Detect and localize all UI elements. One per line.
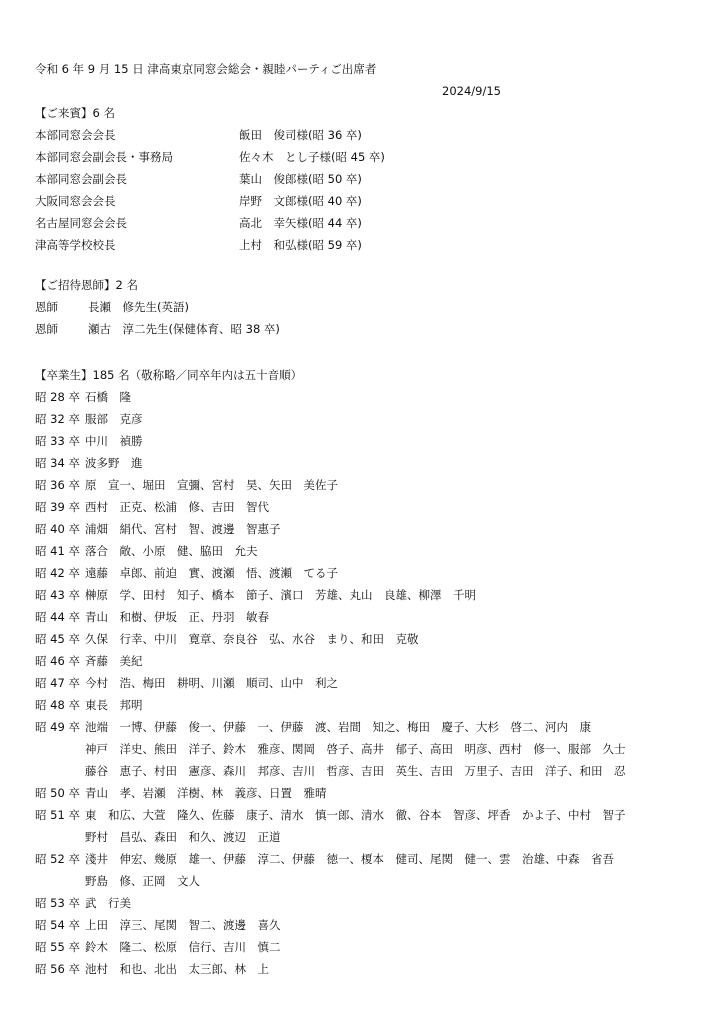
graduate-row bbox=[35, 562, 338, 584]
graduate-names-line: 榊原 学、田村 知子、橋本 節子、濱口 芳雄、丸山 良雄、柳澤 千明 bbox=[85, 588, 476, 602]
guest-name: 佐々木 とし子様(昭 45 卒) bbox=[239, 150, 385, 164]
graduate-year: 昭 32 卒 bbox=[35, 412, 80, 426]
graduate-names bbox=[85, 628, 419, 650]
document-title: 令和 6 年 9 月 15 日 津高東京同窓会総会・親睦パーティご出席者 bbox=[35, 62, 377, 76]
guest-role: 名古屋同窓会会長 bbox=[35, 216, 127, 230]
graduate-names bbox=[85, 782, 327, 804]
guest-role: 津高等学校校長 bbox=[35, 238, 116, 252]
graduate-names-line: 原 宣一、堀田 宣彌、宮村 昊、矢田 美佐子 bbox=[85, 478, 338, 492]
graduate-year: 昭 51 卒 bbox=[35, 808, 80, 822]
graduate-names-line: 上田 淳三、尾関 智二、渡邊 喜久 bbox=[85, 918, 281, 932]
graduate-row bbox=[35, 452, 143, 474]
graduate-names-line: 中川 禎勝 bbox=[85, 434, 143, 448]
graduate-year: 昭 42 卒 bbox=[35, 566, 80, 580]
graduate-names-line: 神戸 洋史、熊田 洋子、鈴木 雅彦、関岡 啓子、高井 郁子、高田 明彦、西村 修一、服部 久士 bbox=[85, 742, 626, 756]
guests-heading: 【ご来賓】6 名 bbox=[35, 106, 115, 120]
graduate-names bbox=[85, 386, 131, 408]
graduate-names-line: 波多野 進 bbox=[85, 456, 143, 470]
graduate-row bbox=[35, 804, 626, 848]
teacher-role: 恩師 bbox=[35, 300, 58, 314]
graduate-names bbox=[85, 892, 131, 914]
graduate-year: 昭 36 卒 bbox=[35, 478, 80, 492]
graduate-row bbox=[35, 496, 269, 518]
graduate-row bbox=[35, 936, 281, 958]
graduate-year: 昭 50 卒 bbox=[35, 786, 80, 800]
graduate-year: 昭 55 卒 bbox=[35, 940, 80, 954]
graduate-year: 昭 44 卒 bbox=[35, 610, 80, 624]
graduate-names bbox=[85, 650, 143, 672]
graduate-names-line: 今村 浩、梅田 耕明、川瀬 順司、山中 利之 bbox=[85, 676, 338, 690]
graduate-year: 昭 45 卒 bbox=[35, 632, 80, 646]
graduate-names bbox=[85, 936, 281, 958]
graduate-names bbox=[85, 958, 269, 980]
teacher-row bbox=[35, 296, 189, 318]
graduate-names-line: 青山 和樹、伊坂 正、丹羽 敏春 bbox=[85, 610, 269, 624]
guest-name: 高北 幸矢様(昭 44 卒) bbox=[239, 216, 362, 230]
guest-role: 本部同窓会副会長・事務局 bbox=[35, 150, 173, 164]
graduate-names bbox=[85, 562, 338, 584]
graduates-heading: 【卒業生】185 名（敬称略／同卒年内は五十音順） bbox=[35, 368, 303, 382]
guest-row bbox=[35, 168, 362, 190]
guest-row bbox=[35, 124, 362, 146]
graduate-year: 昭 41 卒 bbox=[35, 544, 80, 558]
graduate-names-line: 池端 一博、伊藤 俊一、伊藤 一、伊藤 渡、岩間 知之、梅田 慶子、大杉 啓二、河内 康 bbox=[85, 720, 591, 734]
graduate-row bbox=[35, 408, 143, 430]
guest-row bbox=[35, 146, 385, 168]
graduate-row bbox=[35, 386, 131, 408]
graduate-year: 昭 47 卒 bbox=[35, 676, 80, 690]
graduate-names-line: 遠藤 卓郎、前迫 實、渡瀬 悟、渡瀬 てる子 bbox=[85, 566, 338, 580]
graduate-names-line: 武 行美 bbox=[85, 896, 131, 910]
graduate-names-line: 浦畑 絹代、宮村 智、渡邊 智惠子 bbox=[85, 522, 281, 536]
graduate-year: 昭 46 卒 bbox=[35, 654, 80, 668]
graduate-names bbox=[85, 430, 143, 452]
teachers-heading: 【ご招待恩師】2 名 bbox=[35, 278, 138, 292]
graduate-row bbox=[35, 474, 338, 496]
graduate-names-line: 東 和広、大萱 隆久、佐藤 康子、清水 慎一郎、清水 徹、谷本 智彦、坪香 かよ子、中村 智子 bbox=[85, 808, 626, 822]
graduate-names-line: 東長 邦明 bbox=[85, 698, 143, 712]
graduate-names-line: 池村 和也、北出 太三郎、林 上 bbox=[85, 962, 269, 976]
graduate-names-line: 鈴木 隆二、松原 信行、吉川 慎二 bbox=[85, 940, 281, 954]
graduate-row bbox=[35, 540, 258, 562]
graduate-row bbox=[35, 628, 419, 650]
guest-row bbox=[35, 212, 362, 234]
teacher-name: 長瀬 修先生(英語) bbox=[88, 300, 189, 314]
teacher-role: 恩師 bbox=[35, 322, 58, 336]
graduate-year: 昭 48 卒 bbox=[35, 698, 80, 712]
guest-role: 大阪同窓会会長 bbox=[35, 194, 116, 208]
graduate-names bbox=[85, 716, 626, 782]
graduate-row bbox=[35, 848, 614, 892]
graduate-row bbox=[35, 650, 143, 672]
graduate-names-line: 石橋 隆 bbox=[85, 390, 131, 404]
guest-name: 飯田 俊司様(昭 36 卒) bbox=[239, 128, 362, 142]
graduate-year: 昭 56 卒 bbox=[35, 962, 80, 976]
graduate-names bbox=[85, 518, 281, 540]
graduate-year: 昭 40 卒 bbox=[35, 522, 80, 536]
graduate-year: 昭 52 卒 bbox=[35, 852, 80, 866]
graduate-row bbox=[35, 606, 269, 628]
graduate-row bbox=[35, 716, 626, 782]
graduate-row bbox=[35, 892, 131, 914]
graduate-row bbox=[35, 672, 338, 694]
graduate-year: 昭 54 卒 bbox=[35, 918, 80, 932]
graduate-names bbox=[85, 848, 614, 892]
guest-name: 葉山 俊郎様(昭 50 卒) bbox=[239, 172, 362, 186]
graduate-names-line: 青山 孝、岩瀬 洋樹、林 義彦、日置 雅晴 bbox=[85, 786, 327, 800]
graduate-row bbox=[35, 694, 143, 716]
graduate-names bbox=[85, 496, 269, 518]
graduate-names-line: 野村 昌弘、森田 和久、渡辺 正道 bbox=[85, 830, 281, 844]
graduate-year: 昭 34 卒 bbox=[35, 456, 80, 470]
teacher-row bbox=[35, 318, 280, 340]
graduate-names bbox=[85, 606, 269, 628]
graduate-row bbox=[35, 782, 327, 804]
graduate-names-line: 西村 正克、松浦 修、吉田 智代 bbox=[85, 500, 269, 514]
graduate-names-line: 藤谷 恵子、村田 憲彦、森川 邦彦、吉川 哲彦、吉田 英生、吉田 万里子、吉田 洋子、和田 忍 bbox=[85, 764, 626, 778]
graduate-names-line: 落合 敞、小原 健、脇田 允夫 bbox=[85, 544, 258, 558]
graduate-year: 昭 53 卒 bbox=[35, 896, 80, 910]
graduate-names-line: 淺井 伸宏、幾原 雄一、伊藤 淳二、伊藤 徳一、榎本 健司、尾関 健一、雲 治雄、中森 省吾 bbox=[85, 852, 614, 866]
graduate-row bbox=[35, 518, 281, 540]
graduate-names bbox=[85, 804, 626, 848]
guest-role: 本部同窓会副会長 bbox=[35, 172, 127, 186]
graduate-names-line: 野島 修、正岡 文人 bbox=[85, 874, 200, 888]
teacher-name: 瀬古 淳二先生(保健体育、昭 38 卒) bbox=[88, 322, 280, 336]
graduate-year: 昭 33 卒 bbox=[35, 434, 80, 448]
graduate-names bbox=[85, 408, 143, 430]
guest-name: 上村 和弘様(昭 59 卒) bbox=[239, 238, 362, 252]
graduate-names bbox=[85, 452, 143, 474]
graduate-names bbox=[85, 694, 143, 716]
graduate-row bbox=[35, 914, 281, 936]
guest-role: 本部同窓会会長 bbox=[35, 128, 116, 142]
guest-name: 岸野 文郎様(昭 40 卒) bbox=[239, 194, 362, 208]
graduate-row bbox=[35, 430, 143, 452]
graduate-year: 昭 43 卒 bbox=[35, 588, 80, 602]
graduate-row bbox=[35, 584, 476, 606]
graduate-names bbox=[85, 474, 338, 496]
graduate-names bbox=[85, 584, 476, 606]
guest-row bbox=[35, 190, 362, 212]
graduate-names-line: 服部 克彦 bbox=[85, 412, 143, 426]
guest-row bbox=[35, 234, 362, 256]
graduate-names-line: 久保 行幸、中川 寛章、奈良谷 弘、水谷 まり、和田 克敬 bbox=[85, 632, 419, 646]
graduate-row bbox=[35, 958, 269, 980]
graduate-year: 昭 28 卒 bbox=[35, 390, 80, 404]
graduate-year: 昭 39 卒 bbox=[35, 500, 80, 514]
graduate-names bbox=[85, 672, 338, 694]
document-date: 2024/9/15 bbox=[442, 84, 501, 98]
graduate-names bbox=[85, 914, 281, 936]
graduate-names-line: 斉藤 美紀 bbox=[85, 654, 143, 668]
graduate-year: 昭 49 卒 bbox=[35, 720, 80, 734]
graduate-names bbox=[85, 540, 258, 562]
